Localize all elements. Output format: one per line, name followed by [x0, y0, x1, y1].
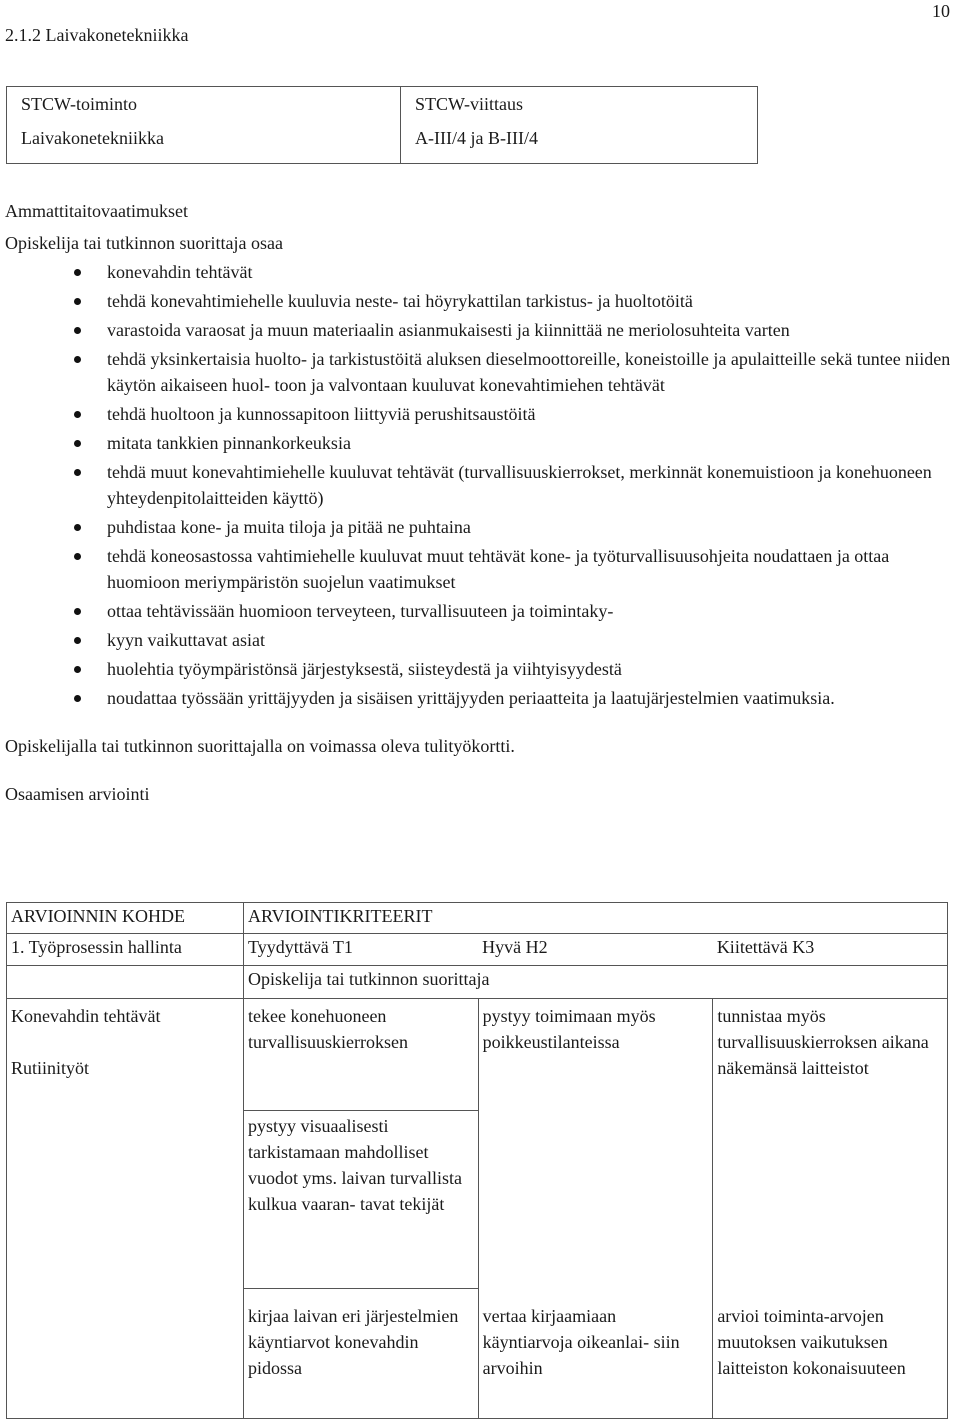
list-item: noudattaa työssään yrittäjyyden ja sisäisen yrittäjyyden periaatteita ja laatujärjestelmien vaatimuksia. [5, 685, 955, 711]
assessment-heading: Osaamisen arviointi [5, 784, 150, 804]
list-item: kyyn vaikuttavat asiat [5, 627, 955, 653]
criteria-header: ARVIOINTIKRITEERIT [244, 903, 948, 934]
list-item: mitata tankkien pinnankorkeuksia [5, 430, 955, 456]
process-label: 1. Työprosessin hallinta [7, 934, 244, 966]
row3-t1: kirjaa laivan eri järjestelmien käyntiarvot konevahdin pidossa [244, 1289, 479, 1419]
list-item: tehdä konevahtimiehelle kuuluvia neste- tai höyrykattilan tarkistus- ja huoltotöitä [5, 288, 955, 314]
requirements-heading: Ammattitaitovaatimukset [5, 201, 188, 221]
stcw-reference-cell [401, 87, 758, 164]
stcw-function-cell [7, 87, 401, 164]
target-line-1: Konevahdin tehtävät [11, 1006, 161, 1026]
stcw-table [6, 86, 758, 164]
list-item: tehdä yksinkertaisia huolto- ja tarkistustöitä aluksen dieselmoottoreille, koneistoille ja apulaitteille sekä tuntee niiden käytön aikaiseen huol- toon ja valvontaan kuuluvat konevahtimiehen tehtävät [5, 346, 955, 398]
row1-k3: tunnistaa myös turvallisuuskierroksen aikana näkemänsä laitteistot [713, 999, 948, 1289]
list-item: puhdistaa kone- ja muita tiloja ja pitää ne puhtaina [5, 514, 955, 540]
row1-t1: tekee konehuoneen turvallisuuskierroksen [244, 999, 479, 1111]
list-item: konevahdin tehtävät [5, 259, 955, 285]
list-item: tehdä koneosastossa vahtimiehelle kuuluvat muut tehtävät kone- ja työturvallisuusohjeita noudattaen ja ottaa huomioon meriympäristön suojelun vaatimukset [5, 543, 955, 595]
list-item: ottaa tehtävissään huomioon terveyteen, turvallisuuteen ja toimintaky- [5, 598, 955, 624]
grade-k3: Kiitettävä K3 [713, 934, 948, 966]
requirements-intro: Opiskelija tai tutkinnon suorittaja osaa [5, 233, 283, 253]
stcw-function-value: Laivakonetekniikka [21, 128, 164, 148]
stcw-function-header: STCW-toiminto [21, 94, 138, 114]
section-title: 2.1.2 Laivakonetekniikka [5, 25, 189, 45]
requirements-section [5, 198, 955, 807]
subject-label: Opiskelija tai tutkinnon suorittaja [244, 966, 948, 999]
row3-h2: vertaa kirjaamiaan käyntiarvoja oikeanlai- siin arvoihin [478, 1289, 713, 1419]
target-cell [7, 999, 244, 1289]
target-line-2: Rutiinityöt [11, 1058, 90, 1078]
assessment-table [6, 902, 948, 1419]
permit-note: Opiskelijalla tai tutkinnon suorittajalla on voimassa oleva tulityökortti. [5, 736, 515, 756]
target-header: ARVIOINNIN KOHDE [7, 903, 244, 934]
stcw-reference-header: STCW-viittaus [415, 94, 523, 114]
list-item: varastoida varaosat ja muun materiaalin asianmukaisesti ja kiinnittää ne meriolosuhteita varten [5, 317, 955, 343]
grade-t1: Tyydyttävä T1 [244, 934, 479, 966]
row3-k3: arvioi toiminta-arvojen muutoksen vaikutuksen laitteiston kokonaisuuteen [713, 1289, 948, 1419]
page-number: 10 [932, 1, 950, 21]
row2-t1: pystyy visuaalisesti tarkistamaan mahdolliset vuodot yms. laivan turvallista kulkua vaaran- tavat tekijät [244, 1111, 479, 1289]
list-item: huolehtia työympäristönsä järjestyksestä, siisteydestä ja viihtyisyydestä [5, 656, 955, 682]
stcw-reference-value: A-III/4 ja B-III/4 [415, 128, 538, 148]
requirements-list [5, 259, 955, 711]
list-item: tehdä muut konevahtimiehelle kuuluvat tehtävät (turvallisuuskierrokset, merkinnät konemuistioon ja konehuoneen yhteydenpitolaitteiden käyttö) [5, 459, 955, 511]
list-item: tehdä huoltoon ja kunnossapitoon liittyviä perushitsaustöitä [5, 401, 955, 427]
row1-h2: pystyy toimimaan myös poikkeustilanteissa [478, 999, 713, 1289]
grade-h2: Hyvä H2 [478, 934, 713, 966]
